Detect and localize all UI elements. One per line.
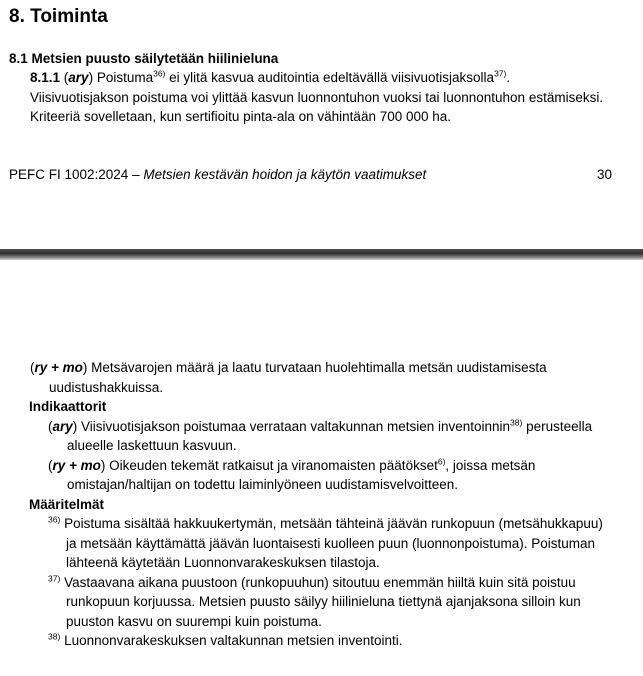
page2-content	[30, 358, 610, 651]
footnote-ref-38: 38)	[510, 417, 523, 427]
indicator-tag: ary	[52, 418, 73, 434]
page-number: 30	[597, 167, 613, 182]
definition-ref: 36)	[48, 514, 61, 525]
definition-ref: 38)	[48, 631, 61, 642]
definition-text: Luonnonvarakeskuksen valtakunnan metsien inventointi.	[64, 633, 403, 648]
subsection-title: 8.1 Metsien puusto säilytetään hiilinieluna	[9, 51, 279, 66]
definitions-heading: Määritelmät	[29, 496, 105, 512]
indicator-text-a: Viisivuotisjakson poistumaa verrataan valtakunnan metsien inventoinnin	[81, 418, 511, 434]
indicator-item: (ary) Viisivuotisjakson poistumaa verrataan valtakunnan metsien inventoinnin$^{38)}$ perusteella alueelle laskettuun kasvuun.	[48, 417, 593, 453]
indicator-tag: ry + mo	[52, 457, 101, 473]
footnote-ref-6: 6)	[437, 456, 446, 466]
indicators-heading: Indikaattorit	[29, 399, 107, 414]
definition-item	[48, 573, 610, 632]
requirement-text-a: Poistuma	[96, 70, 154, 85]
requirement-cont-text: Metsävarojen määrä ja laatu turvataan huolehtimalla metsän uudistamisesta uudistushakkuissa.	[49, 360, 547, 395]
requirement-cont-tag: ry + mo	[34, 360, 83, 375]
requirement-number: 8.1.1	[30, 70, 61, 85]
section-title: 8. Toiminta	[9, 6, 108, 27]
indicator-text-b: perusteella alueelle laskettuun kasvuun.	[67, 418, 593, 453]
requirement-continuation: (ry + mo) Metsävarojen määrä ja laatu turvataan huolehtimalla metsän uudistamisesta uudistushakkuissa.	[30, 360, 547, 395]
definition-ref: 37)	[48, 573, 61, 583]
definition-text: Vastaavana aikana puustoon (runkopuuhun) sitoutuu enemmän hiiltä kuin sitä poistuu runkopuun korjuussa. Metsien puusto säilyy hiilinieluna tiettynä ajanjaksona silloin kun puuston kasvu on suurempi kuin poistuma.	[64, 574, 581, 629]
requirement-8-1-1: 8.1.1 (ary) Poistuma$^{36)}$ ei ylitä kasvua auditointia edeltävällä viisivuotisjaksolla$^{37)}$. Viisivuotisjakson poistuma voi ylittää kasvun luonnontuhon vuoksi tai luonnontuhon estämiseksi. Kriteeriä sovelletaan, kun sertifioitu pinta-ala on vähintään 700 000 ha.	[30, 68, 604, 124]
requirement-tag: ary	[68, 70, 89, 85]
footer-standard: PEFC FI 1002:2024	[9, 167, 129, 182]
indicator-text-a: Oikeuden tekemät ratkaisut ja viranomaisten päätökset	[109, 457, 438, 473]
indicator-item: (ry + mo) Oikeuden tekemät ratkaisut ja viranomaisten päätökset$^{6)}$, joissa metsän omistajan/haltijan on todettu laiminlyöneen uudistamisvelvoitteen.	[48, 456, 536, 492]
footnote-ref-37: 37)	[494, 68, 507, 79]
footnote-ref-36: 36)	[153, 68, 166, 79]
indicator-text-b: , joissa metsän omistajan/haltijan on todettu laiminlyöneen uudistamisvelvoitteen.	[67, 457, 536, 492]
footer-dash: –	[128, 167, 144, 182]
footer-title: Metsien kestävän hoidon ja käytön vaatimukset	[143, 167, 427, 182]
page-footer	[9, 167, 426, 182]
requirement-text-c: . Viisivuotisjakson poistuma voi ylittää kasvun luonnontuhon vuoksi tai luonnontuhon estämiseksi. Kriteeriä sovelletaan, kun sertifioitu pinta-ala on vähintään 700 000 ha.	[30, 70, 604, 124]
page-break-divider	[0, 249, 643, 260]
definition-text: Poistuma sisältää hakkuukertymän, metsään tähteinä jäävän runkopuun (metsähukkapuu) ja metsään käyttämättä jäävän luontaisesti kuolleen puun (luonnonpoistuma). Poistuman lähteenä käytetään Luonnonvarakeskuksen tilastoja.	[64, 516, 603, 570]
definition-item	[48, 514, 610, 573]
definition-item	[48, 631, 610, 651]
requirement-text-b: ei ylitä kasvua auditointia edeltävällä viisivuotisjaksolla	[165, 70, 495, 85]
